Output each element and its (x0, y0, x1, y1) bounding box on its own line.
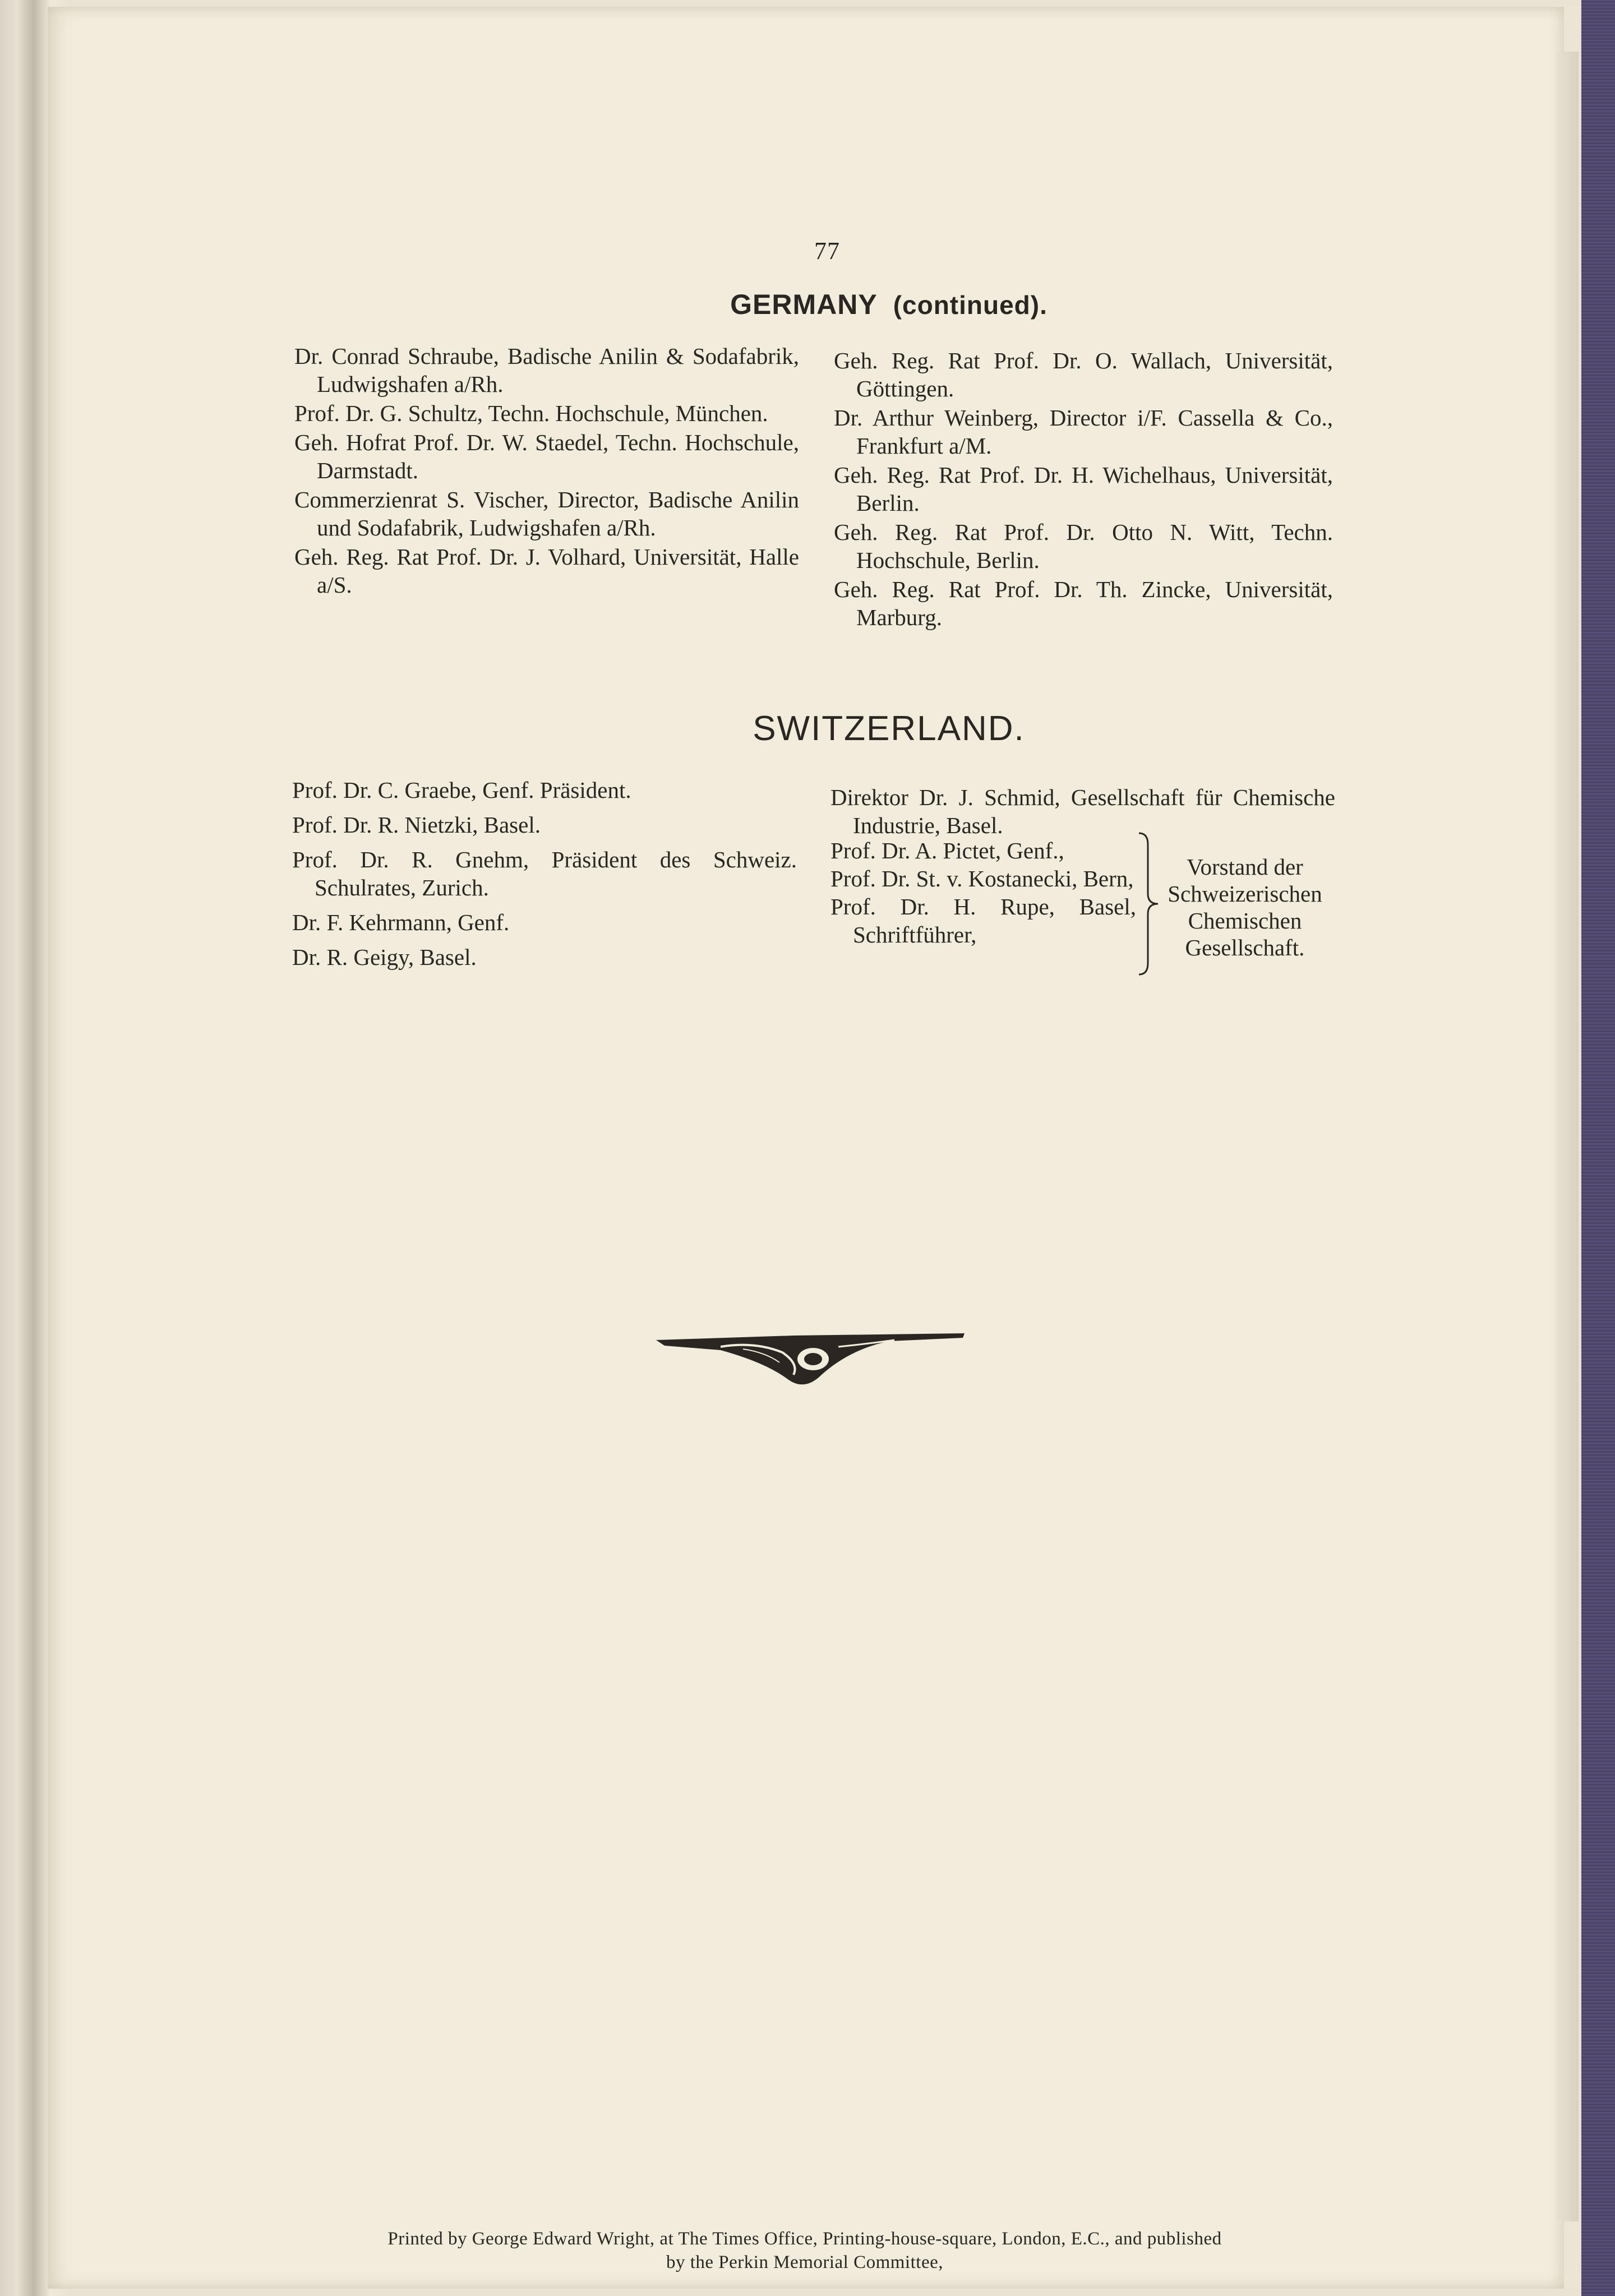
germany-continued: (continued). (893, 290, 1048, 320)
ornament-tailpiece-icon (653, 1319, 967, 1397)
page-number: 77 (814, 237, 840, 265)
list-item: Geh. Reg. Rat Prof. Dr. O. Wallach, Universität, Göttingen. (834, 348, 1333, 401)
switzerland-left-column (292, 776, 797, 978)
imprint-line-2: by the Perkin Memorial Committee, (666, 2252, 943, 2272)
list-item: Prof. Dr. St. v. Kostanecki, Bern, (830, 866, 1134, 891)
list-item: Geh. Hofrat Prof. Dr. W. Staedel, Techn. Hochschule, Darmstadt. (294, 429, 799, 483)
list-item: Prof. Dr. R. Nietzki, Basel. (292, 812, 541, 838)
germany-left-column (294, 342, 799, 600)
list-item: Dr. F. Kehrmann, Genf. (292, 909, 510, 935)
germany-heading (608, 288, 1169, 321)
list-item: Prof. Dr. A. Pictet, Genf., (830, 838, 1064, 863)
germany-title: GERMANY (730, 289, 878, 320)
list-item: Direktor Dr. J. Schmid, Gesellschaft für Chemische Industrie, Basel. (830, 784, 1335, 838)
switzerland-right-column (830, 783, 1335, 840)
list-item: Dr. Conrad Schraube, Badische Anilin & Sodafabrik, Ludwigshafen a/Rh. (294, 343, 799, 397)
list-item: Geh. Reg. Rat Prof. Dr. J. Volhard, Universität, Halle a/S. (294, 544, 799, 598)
list-item: Commerzienrat S. Vischer, Director, Badische Anilin und Sodafabrik, Ludwigshafen a/Rh. (294, 487, 799, 540)
book-spine-edge (1581, 0, 1615, 2296)
list-item: Prof. Dr. H. Rupe, Basel, Schriftführer, (830, 894, 1136, 948)
book-page (48, 7, 1579, 2289)
list-item: Dr. R. Geigy, Basel. (292, 944, 477, 970)
printer-imprint (272, 2227, 1337, 2274)
list-item: Dr. Arthur Weinberg, Director i/F. Cassella & Co., Frankfurt a/M. (834, 405, 1333, 459)
page-edge-shadow (1556, 52, 1579, 2221)
bracket-member-list (830, 837, 1136, 949)
list-item: Prof. Dr. R. Gnehm, Präsident des Schweiz. Schulrates, Zurich. (292, 847, 797, 900)
list-item: Geh. Reg. Rat Prof. Dr. Otto N. Witt, Techn. Hochschule, Berlin. (834, 519, 1333, 573)
bracket-label: Vorstand der Schweizerischen Chemischen Gesellschaft. (1168, 854, 1322, 960)
list-item: Prof. Dr. C. Graebe, Genf. Präsident. (292, 777, 631, 803)
switzerland-title: SWITZERLAND. (753, 709, 1025, 748)
list-item: Prof. Dr. G. Schultz, Techn. Hochschule, München. (294, 400, 768, 426)
list-item: Geh. Reg. Rat Prof. Dr. H. Wichelhaus, Universität, Berlin. (834, 462, 1333, 516)
list-item: Geh. Reg. Rat Prof. Dr. Th. Zincke, Universität, Marburg. (834, 576, 1333, 630)
germany-right-column (834, 347, 1333, 632)
imprint-line-1: Printed by George Edward Wright, at The Times Office, Printing-house-square, London, E.C., and published (387, 2229, 1222, 2249)
